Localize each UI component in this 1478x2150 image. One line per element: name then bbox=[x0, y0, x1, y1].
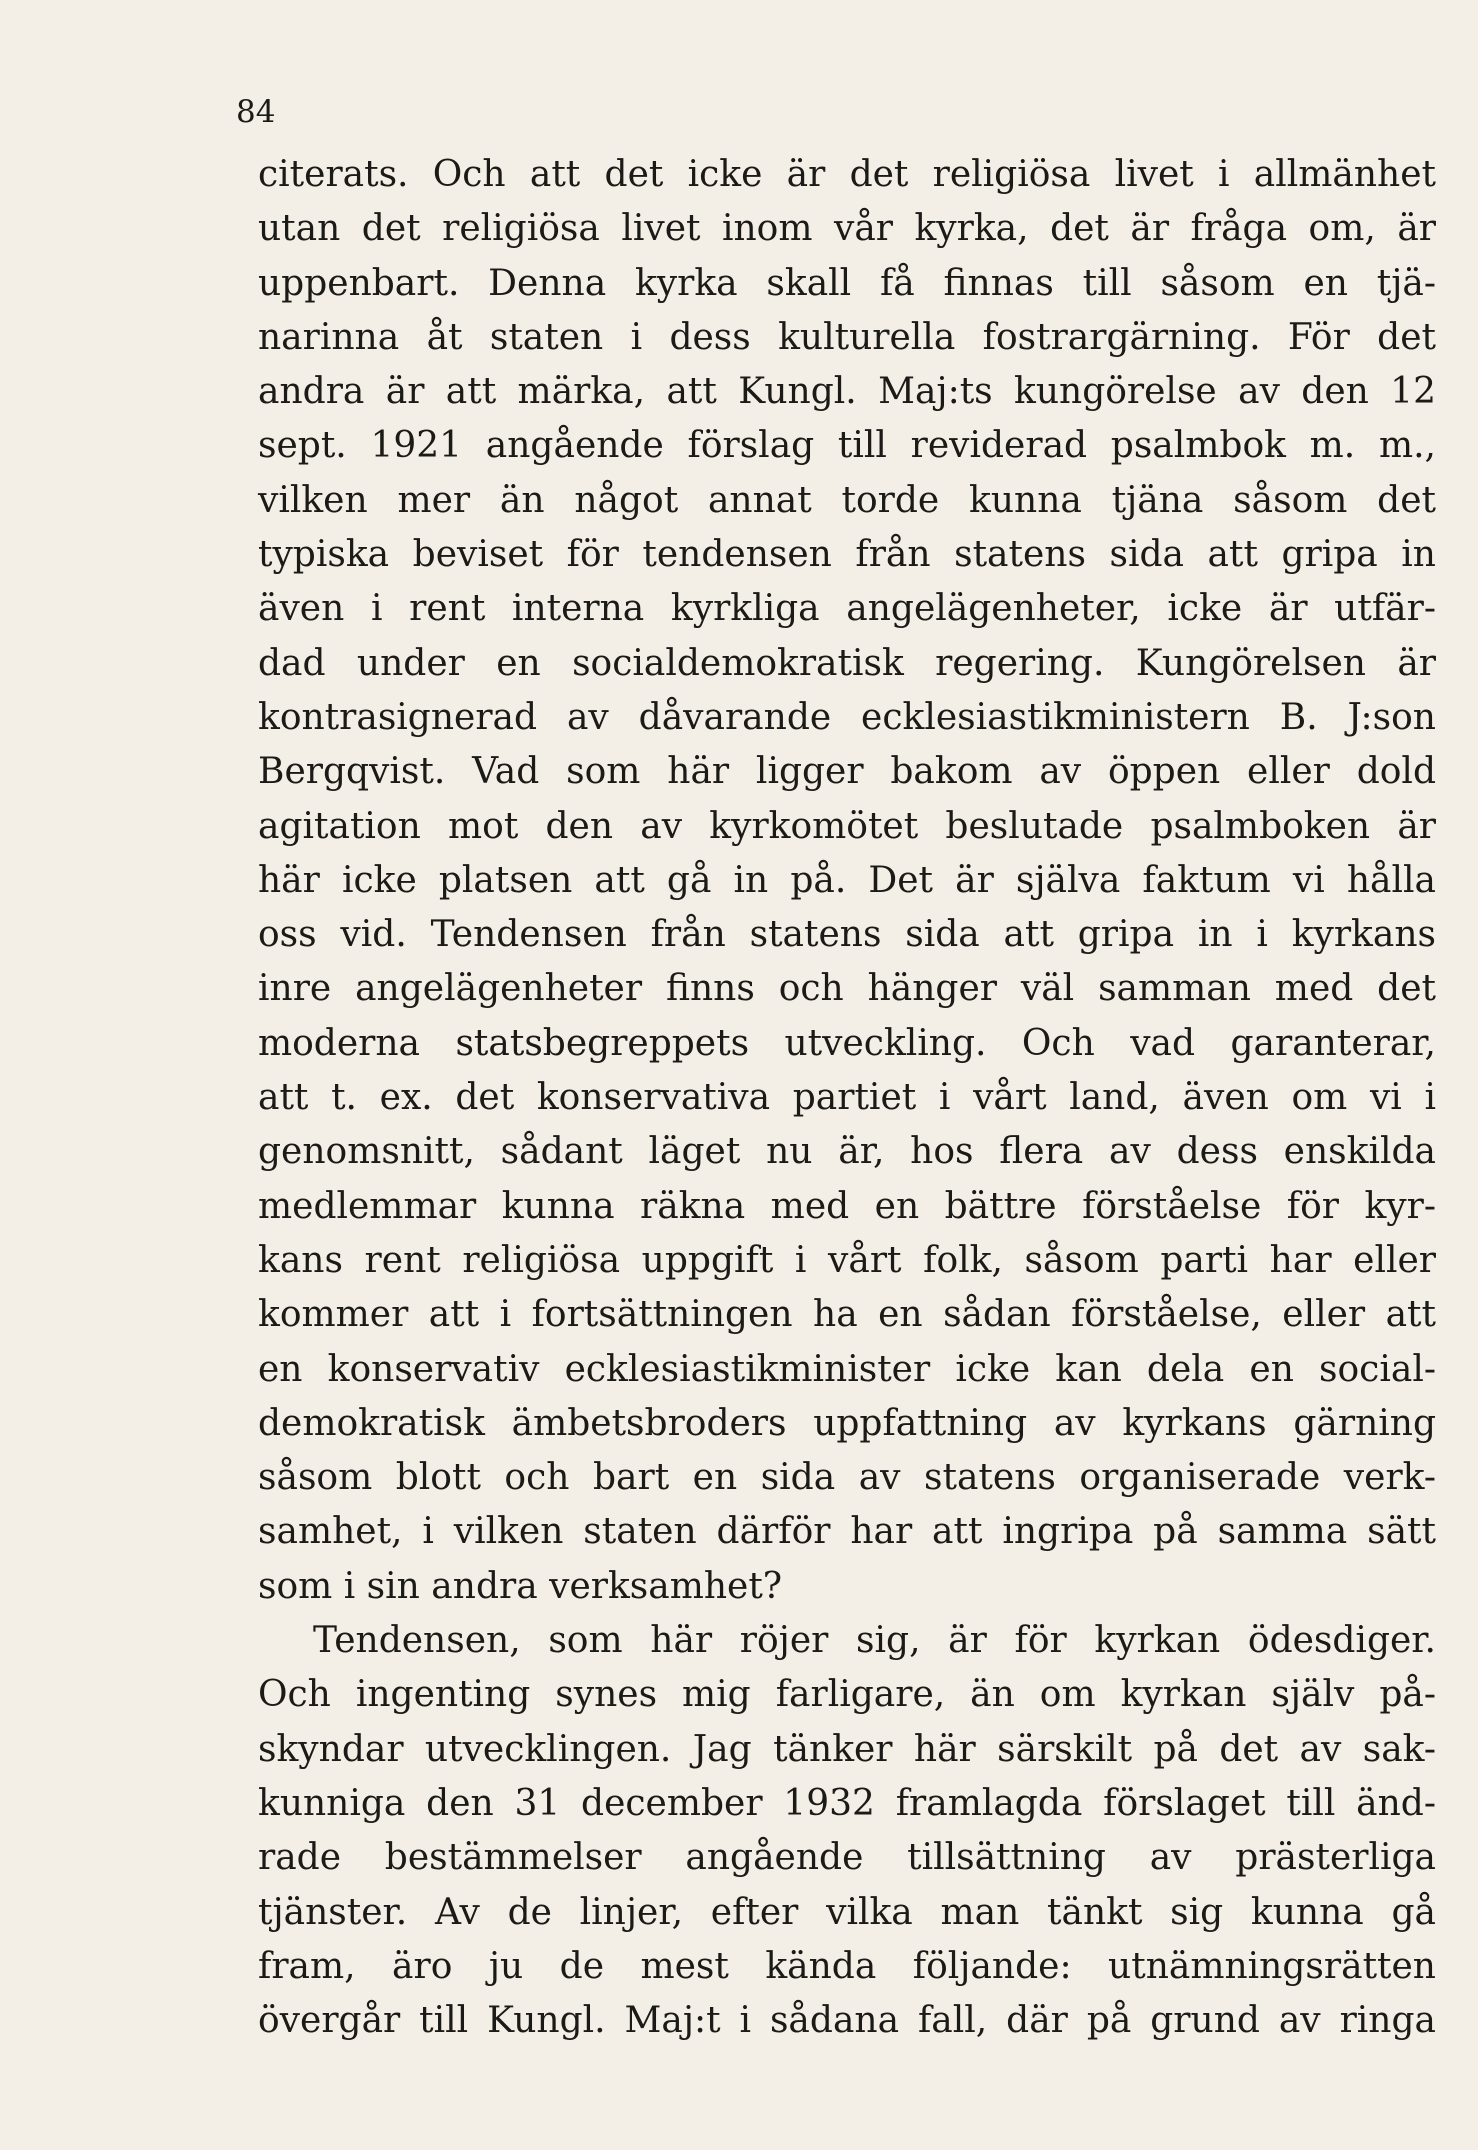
text-line: moderna statsbegreppets utveckling. Och vad garanterar, bbox=[258, 1022, 1436, 1064]
text-line: skyndar utvecklingen. Jag tänker här särskilt på det av sak- bbox=[258, 1728, 1436, 1770]
text-line: demokratisk ämbetsbroders uppfattning av kyrkans gärning bbox=[258, 1402, 1436, 1444]
text-line: såsom blott och bart en sida av statens organiserade verk- bbox=[258, 1457, 1436, 1499]
text-line: oss vid. Tendensen från statens sida att gripa in i kyrkans bbox=[258, 914, 1436, 956]
text-line: Och ingenting synes mig farligare, än om kyrkan själv på- bbox=[258, 1674, 1436, 1716]
text-line: tjänster. Av de linjer, efter vilka man tänkt sig kunna gå bbox=[258, 1891, 1436, 1933]
text-line: samhet, i vilken staten därför har att ingripa på samma sätt bbox=[258, 1511, 1436, 1553]
text-line: vilken mer än något annat torde kunna tjäna såsom det bbox=[258, 479, 1436, 521]
text-line: sept. 1921 angående förslag till reviderad psalmbok m. m., bbox=[258, 425, 1436, 467]
text-line: övergår till Kungl. Maj:t i sådana fall, där på grund av ringa bbox=[258, 2000, 1436, 2042]
text-line: utan det religiösa livet inom vår kyrka, det är fråga om, är bbox=[258, 208, 1436, 250]
text-line: en konservativ ecklesiastikminister icke kan dela en social- bbox=[258, 1348, 1436, 1390]
paragraph-start-line: Tendensen, som här röjer sig, är för kyrkan ödesdiger. bbox=[313, 1620, 1436, 1662]
text-line: inre angelägenheter finns och hänger väl samman med det bbox=[258, 968, 1436, 1010]
text-line: andra är att märka, att Kungl. Maj:ts kungörelse av den 12 bbox=[258, 371, 1436, 413]
text-line: fram, äro ju de mest kända följande: utnämningsrätten bbox=[258, 1945, 1436, 1987]
page-number: 84 bbox=[236, 94, 276, 130]
text-line: kans rent religiösa uppgift i vårt folk, såsom parti har eller bbox=[258, 1239, 1436, 1281]
text-line: kunniga den 31 december 1932 framlagda förslaget till änd- bbox=[258, 1782, 1436, 1824]
text-line: här icke platsen att gå in på. Det är själva faktum vi hålla bbox=[258, 859, 1436, 901]
text-line: narinna åt staten i dess kulturella fostrargärning. För det bbox=[258, 316, 1436, 358]
text-line: citerats. Och att det icke är det religiösa livet i allmänhet bbox=[258, 154, 1436, 195]
text-line: kontrasignerad av dåvarande ecklesiastikministern B. J:son bbox=[258, 696, 1436, 738]
text-line: medlemmar kunna räkna med en bättre förståelse för kyr- bbox=[258, 1185, 1436, 1227]
text-line: dad under en socialdemokratisk regering. Kungörelsen är bbox=[258, 642, 1436, 684]
text-line: typiska beviset för tendensen från statens sida att gripa in bbox=[258, 534, 1436, 576]
text-line: kommer att i fortsättningen ha en sådan förståelse, eller att bbox=[258, 1294, 1436, 1336]
paragraph-end-line: som i sin andra verksamhet? bbox=[258, 1565, 783, 1607]
text-line: även i rent interna kyrkliga angelägenheter, icke är utfär- bbox=[258, 588, 1436, 630]
text-line: genomsnitt, sådant läget nu är, hos flera av dess enskilda bbox=[258, 1131, 1436, 1173]
text-line: agitation mot den av kyrkomötet beslutade psalmboken är bbox=[258, 805, 1436, 847]
text-line: Bergqvist. Vad som här ligger bakom av öppen eller dold bbox=[258, 751, 1436, 793]
text-line: att t. ex. det konservativa partiet i vårt land, även om vi i bbox=[258, 1077, 1436, 1119]
body-text bbox=[258, 148, 1436, 2048]
text-line: rade bestämmelser angående tillsättning av prästerliga bbox=[258, 1837, 1436, 1879]
text-line: uppenbart. Denna kyrka skall få finnas till såsom en tjä- bbox=[258, 262, 1436, 304]
